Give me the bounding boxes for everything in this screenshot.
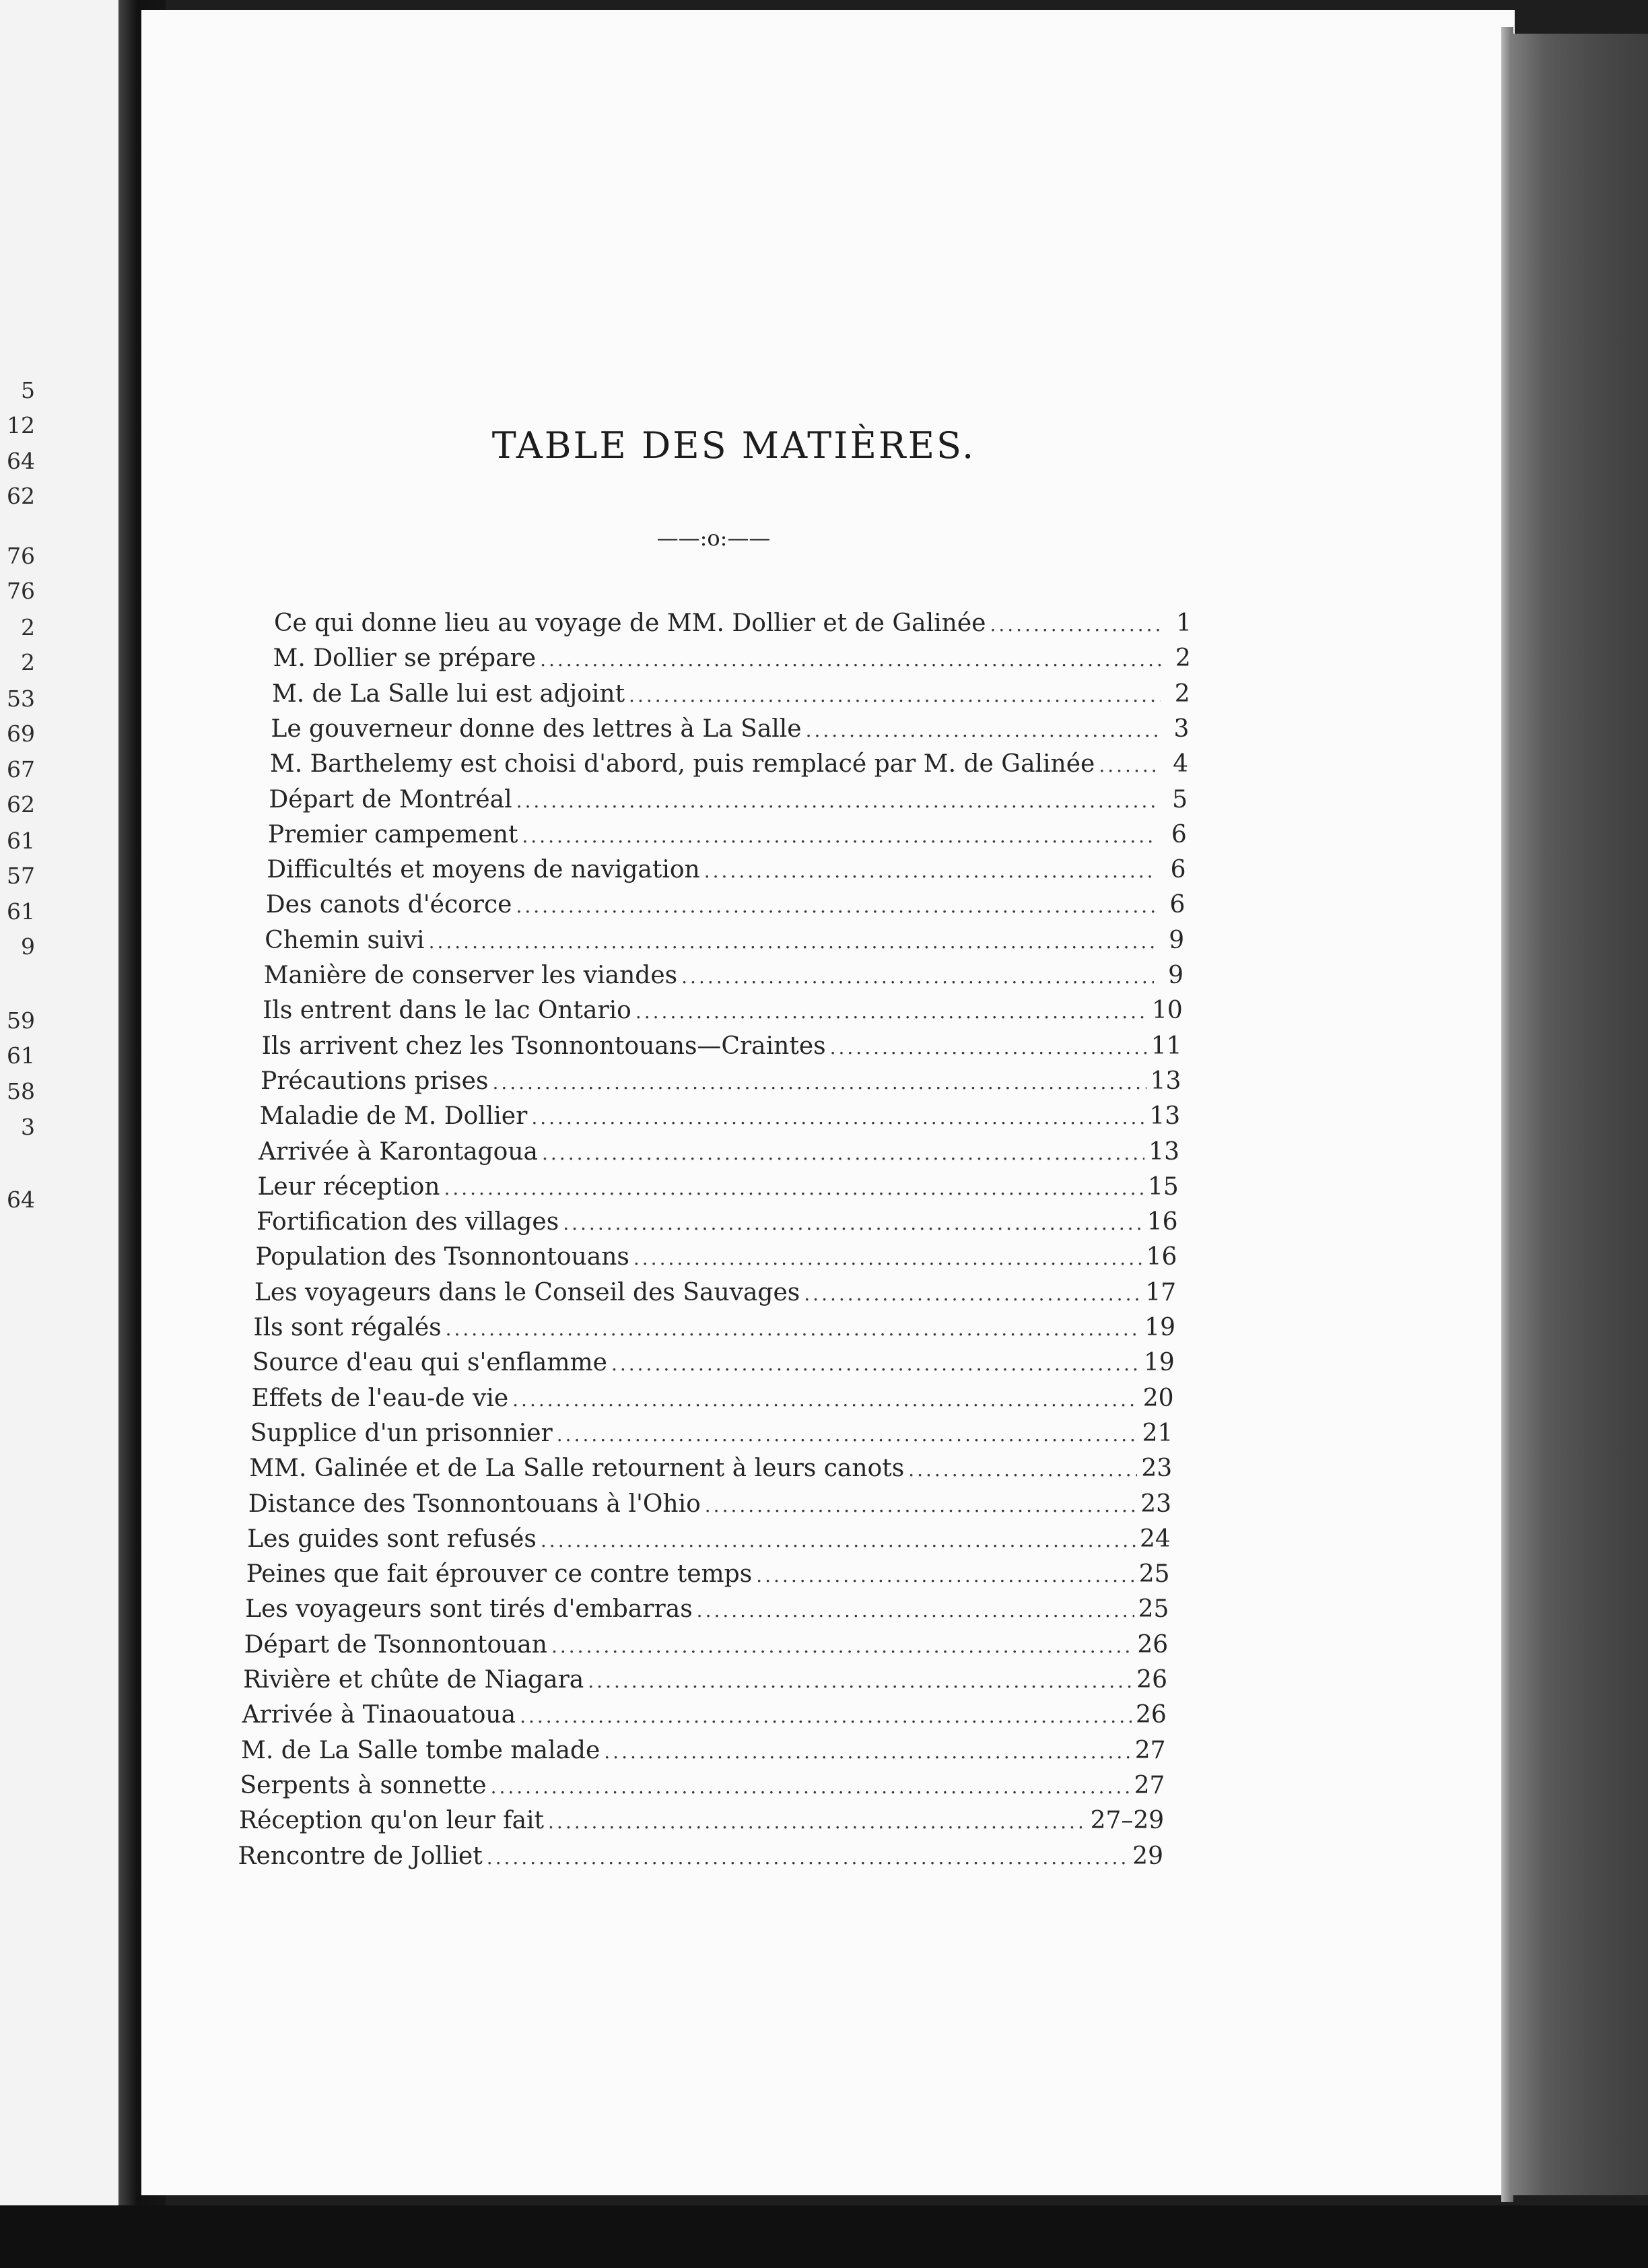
- toc-entry-page: 23: [1141, 1455, 1173, 1483]
- dot-leader: [908, 1459, 1137, 1481]
- dot-leader: [522, 825, 1157, 847]
- toc-entry-label: Manière de conserver les viandes: [263, 962, 678, 989]
- toc-entry: [271, 715, 1189, 747]
- toc-entry-label: Les guides sont refusés: [247, 1525, 537, 1553]
- dot-leader: [487, 1846, 1128, 1869]
- toc-entry-label: Le gouverneur donne des lettres à La Salle: [271, 714, 802, 743]
- dot-leader: [588, 1670, 1132, 1692]
- toc-entry-label: Rencontre de Jolliet: [238, 1842, 483, 1870]
- toc-entry-page: 24: [1139, 1525, 1171, 1553]
- toc-entry: [261, 1067, 1181, 1100]
- toc-entry-page: 9: [1169, 926, 1185, 954]
- toc-entry: [239, 1807, 1164, 1839]
- toc-entry: [240, 1772, 1165, 1804]
- dot-leader: [429, 931, 1155, 953]
- toc-entry-page: 11: [1151, 1032, 1182, 1060]
- toc-entry-label: Ils arrivent chez les Tsonnontouans—Craintes: [261, 1032, 826, 1060]
- toc-entry-label: Arrivée à Tinaouatoua: [242, 1701, 516, 1729]
- toc-entry-page: 5: [1172, 785, 1188, 813]
- toc-entry-page: 19: [1143, 1349, 1175, 1377]
- dot-leader: [520, 1705, 1132, 1727]
- page-title: TABLE DES MATIÈRES.: [491, 424, 976, 467]
- toc-entry: [264, 962, 1183, 994]
- toc-entry: [247, 1525, 1171, 1558]
- toc-entry-label: M. de La Salle tombe malade: [241, 1736, 600, 1764]
- toc-entry: [258, 1173, 1179, 1205]
- dot-leader: [633, 1247, 1142, 1269]
- dot-leader: [542, 1142, 1144, 1164]
- toc-entry: [248, 1490, 1171, 1523]
- toc-entry-label: Peines que fait éprouver ce contre temps: [246, 1560, 753, 1589]
- toc-entry-page: 29: [1132, 1842, 1163, 1870]
- toc-entry: [267, 856, 1186, 888]
- toc-entry-page: 1: [1176, 609, 1192, 637]
- toc-entry-label: Serpents à sonnette: [240, 1771, 487, 1799]
- toc-entry-label: Leur réception: [257, 1172, 440, 1201]
- dot-leader: [611, 1353, 1140, 1375]
- toc-entry-label: M. Dollier se prépare: [273, 644, 537, 673]
- toc-entry-page: 9: [1168, 962, 1183, 989]
- toc-entry-page: 25: [1138, 1560, 1170, 1589]
- toc-entry-page: 2: [1174, 679, 1190, 708]
- toc-entry-label: Ils entrent dans le lac Ontario: [263, 997, 631, 1025]
- toc-entry: [241, 1737, 1166, 1769]
- left-margin-number: 61: [7, 898, 35, 925]
- toc-entry-page: 26: [1137, 1630, 1169, 1659]
- left-margin-number: 76: [7, 543, 35, 569]
- toc-entry-label: M. Barthelemy est choisi d'abord, puis remplacé par M. de Galinée: [269, 750, 1095, 778]
- toc-entry-label: Fortification des villages: [256, 1208, 559, 1236]
- toc-entry-page: 13: [1149, 1102, 1181, 1131]
- left-margin-number: 2: [21, 614, 35, 640]
- toc-entry-label: Population des Tsonnontouans: [255, 1243, 629, 1271]
- toc-entry-label: Des canots d'écorce: [265, 891, 512, 919]
- left-margin-number: 58: [7, 1078, 35, 1104]
- toc-entry: [269, 786, 1188, 818]
- toc-entry-page: 27: [1134, 1771, 1165, 1799]
- left-margin-number: 59: [7, 1007, 35, 1034]
- left-margin-number: 64: [7, 1187, 35, 1213]
- toc-entry: [253, 1314, 1175, 1346]
- toc-entry-label: Ils sont régalés: [253, 1314, 442, 1341]
- toc-entry: [238, 1842, 1163, 1875]
- toc-entry: [260, 1102, 1181, 1135]
- toc-entry-page: 21: [1142, 1419, 1173, 1447]
- left-margin-number: 64: [7, 448, 35, 474]
- toc-entry-label: Supplice d'un prisonnier: [250, 1419, 553, 1447]
- toc-entry-page: 13: [1148, 1137, 1179, 1166]
- dot-leader: [563, 1212, 1143, 1234]
- left-margin-number: 69: [7, 721, 35, 747]
- toc-entry-label: Chemin suivi: [265, 926, 425, 954]
- dot-leader: [548, 1811, 1087, 1833]
- toc-entry-page: 26: [1135, 1701, 1167, 1729]
- left-margin-number: 3: [21, 1114, 35, 1140]
- left-margin-number: 9: [21, 933, 35, 960]
- toc-entry: [272, 680, 1190, 712]
- dot-leader: [1099, 754, 1159, 776]
- toc-entry: [250, 1420, 1173, 1452]
- toc-entry-label: Source d'eau qui s'enflamme: [252, 1349, 607, 1377]
- toc-entry: [268, 821, 1187, 853]
- dot-leader: [541, 1529, 1136, 1552]
- toc-entry-page: 6: [1170, 856, 1186, 884]
- dot-leader: [491, 1776, 1130, 1798]
- dot-leader: [531, 1106, 1145, 1129]
- toc-entry: [251, 1385, 1173, 1417]
- toc-entry: [256, 1208, 1178, 1240]
- toc-entry-page: 6: [1171, 820, 1187, 848]
- toc-entry-label: Premier campement: [267, 820, 518, 848]
- toc-entry-label: Précautions prises: [261, 1067, 489, 1095]
- toc-entry: [245, 1595, 1169, 1628]
- toc-entry: [243, 1666, 1167, 1698]
- left-margin-number: 5: [21, 377, 35, 403]
- dot-leader: [512, 1389, 1139, 1411]
- toc-entry-label: Effets de l'eau-de vie: [251, 1384, 509, 1412]
- scan-bottom-border: [0, 2205, 1648, 2268]
- dot-leader: [516, 895, 1155, 917]
- dot-leader: [705, 1494, 1136, 1516]
- toc-entry-page: 23: [1140, 1490, 1171, 1518]
- toc-entry: [263, 997, 1183, 1029]
- dot-leader: [704, 860, 1157, 882]
- toc-entry: [254, 1279, 1176, 1311]
- dot-leader: [804, 1283, 1141, 1305]
- toc-entry-page: 26: [1136, 1666, 1167, 1694]
- dot-leader: [681, 966, 1154, 988]
- left-margin-number: 12: [7, 412, 35, 438]
- toc-entry: [262, 1032, 1182, 1065]
- toc-entry-page: 2: [1175, 644, 1191, 673]
- toc-entry-page: 19: [1144, 1314, 1175, 1341]
- dot-leader: [551, 1635, 1133, 1657]
- toc-entry-page: 6: [1169, 891, 1186, 919]
- dot-leader: [557, 1424, 1138, 1446]
- toc-entry-page: 16: [1146, 1208, 1178, 1236]
- toc-entry-page: 4: [1173, 750, 1189, 778]
- toc-entry-page: 10: [1151, 997, 1183, 1025]
- toc-entry-page: 27: [1134, 1736, 1166, 1764]
- left-margin-number: 62: [7, 791, 35, 818]
- toc-entry: [244, 1631, 1169, 1663]
- toc-entry-label: Réception qu'on leur fait: [238, 1807, 545, 1835]
- toc-entry-page: 13: [1150, 1067, 1181, 1095]
- toc-entry-page: 15: [1147, 1172, 1179, 1201]
- left-margin-number: 67: [7, 756, 35, 782]
- toc-entry-label: Départ de Tsonnontouan: [244, 1630, 547, 1659]
- dot-leader: [629, 684, 1161, 706]
- dot-leader: [697, 1599, 1134, 1622]
- toc-entry-label: Distance des Tsonnontouans à l'Ohio: [248, 1490, 701, 1518]
- dot-leader: [806, 719, 1160, 741]
- left-margin-number: 61: [7, 1042, 35, 1069]
- toc-entry-label: Départ de Montréal: [269, 785, 512, 813]
- toc-entry: [259, 1138, 1179, 1170]
- toc-entry-page: 17: [1145, 1278, 1177, 1306]
- toc-entry-label: Les voyageurs dans le Conseil des Sauvages: [254, 1278, 800, 1306]
- toc-entry-page: 20: [1142, 1384, 1174, 1412]
- toc-entry: [249, 1455, 1172, 1487]
- toc-entry-page: 3: [1173, 714, 1190, 743]
- toc-entry: [274, 609, 1192, 642]
- left-margin-number: 2: [21, 649, 35, 675]
- left-margin-number: 53: [7, 686, 35, 712]
- left-margin-number: 76: [7, 578, 35, 604]
- toc-entry: [273, 644, 1190, 677]
- dot-leader: [636, 1001, 1148, 1023]
- toc-entry: [252, 1349, 1175, 1381]
- toc-entry-page: 25: [1138, 1595, 1169, 1624]
- dot-leader: [540, 648, 1161, 671]
- dot-leader: [604, 1741, 1130, 1763]
- title-ornament: ——:o:——: [656, 525, 771, 551]
- toc-entry: [242, 1701, 1167, 1733]
- page-stack-edge: [1511, 34, 1648, 2195]
- toc-entry-label: Difficultés et moyens de navigation: [267, 856, 700, 884]
- toc-entry: [246, 1560, 1170, 1593]
- dot-leader: [756, 1564, 1135, 1587]
- toc-entry: [255, 1243, 1177, 1275]
- left-margin-number: 61: [7, 828, 35, 854]
- toc-entry-label: Arrivée à Karontagoua: [259, 1137, 538, 1166]
- left-margin-number: 57: [7, 863, 35, 889]
- toc-entry-label: Maladie de M. Dollier: [259, 1102, 528, 1131]
- toc-entry-page: 16: [1146, 1243, 1177, 1271]
- dot-leader: [492, 1071, 1146, 1094]
- dot-leader: [444, 1177, 1144, 1199]
- left-margin-number: 62: [7, 483, 35, 509]
- dot-leader: [446, 1318, 1141, 1340]
- dot-leader: [516, 790, 1158, 812]
- toc-entry: [265, 927, 1184, 959]
- toc-entry-page: 27–29: [1090, 1807, 1165, 1835]
- toc-entry: [266, 891, 1186, 923]
- toc-entry-label: Les voyageurs sont tirés d'embarras: [245, 1595, 693, 1624]
- toc-entry: [270, 750, 1188, 782]
- toc-entry-label: M. de La Salle lui est adjoint: [271, 679, 625, 708]
- toc-entry-label: Rivière et chûte de Niagara: [243, 1666, 584, 1694]
- dot-leader: [830, 1036, 1147, 1059]
- toc-entry-label: MM. Galinée et de La Salle retournent à leurs canots: [249, 1455, 905, 1483]
- dot-leader: [990, 613, 1162, 636]
- toc-entry-label: Ce qui donne lieu au voyage de MM. Dollier et de Galinée: [274, 609, 986, 637]
